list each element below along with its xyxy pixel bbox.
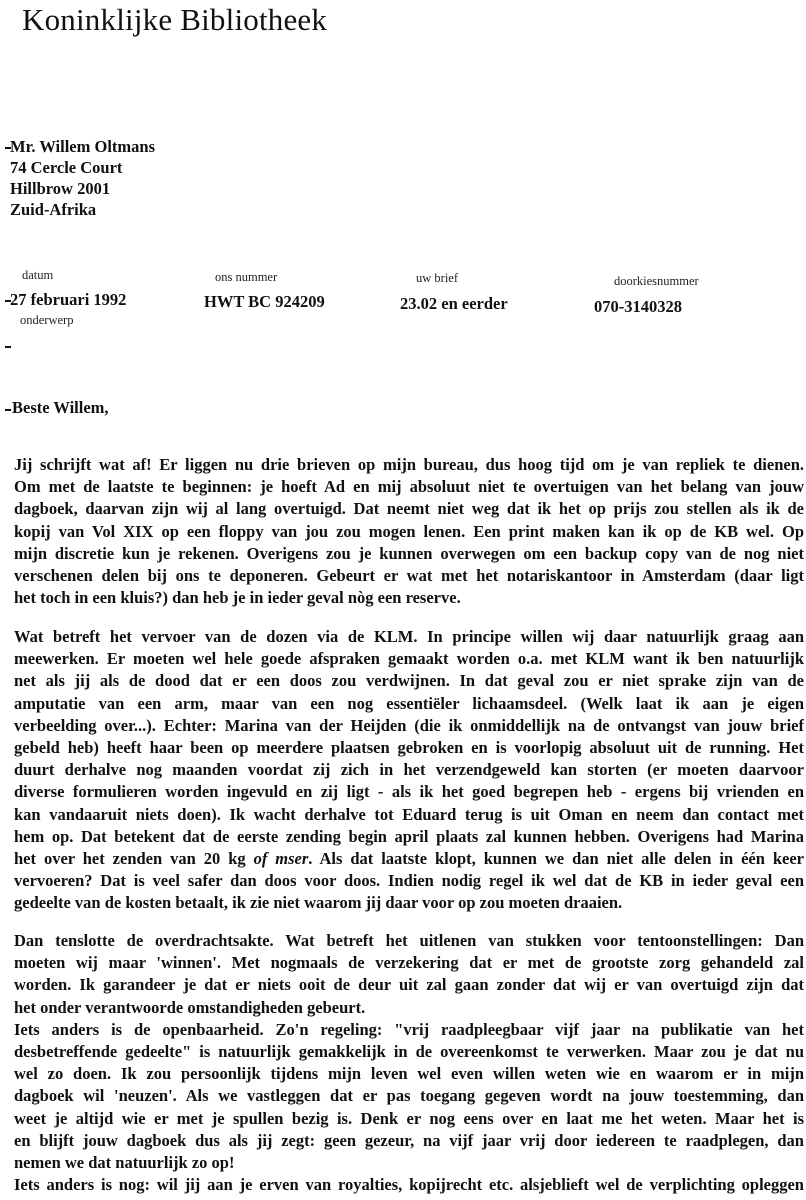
- letterhead: Koninklijke Bibliotheek: [22, 2, 328, 37]
- text-line: kopij van Vol XIX op een floppy van jou zou mogen lenen. Een print maken kan ik op de KB wel. Op: [14, 521, 804, 541]
- margin-mark: [5, 409, 11, 411]
- text-line: Dan tenslotte de overdrachtsakte. Wat betreft het uitlenen van stukken voor tentoonstellingen: Dan: [14, 931, 804, 950]
- text-line: Om met de laatste te beginnen: je hoeft Ad en mij absoluut niet te overtuigen van het belang van jouw: [14, 477, 804, 497]
- text-line: wel zo doen. Ik zou persoonlijk tijdens mijn leven wel even willen weten wie en waarom er in mijn: [14, 1064, 804, 1084]
- text-line: duurt derhalve nog maanden voordat zij zich in het verzendgeweld kan storten (er moeten daarvoor: [14, 760, 804, 780]
- text-line: gedeelte van de kosten betaalt, ik zie niet waarom jij daar voor op zou moeten draaien.: [14, 893, 623, 913]
- paragraph-3: [14, 930, 804, 1196]
- your-letter-value: 23.02 en eerder: [400, 294, 508, 313]
- text-line: desbetreffende gedeelte" is natuurlijk gemakkelijk in de overeenkomst te verwerken. Maar zou je dat nu: [14, 1042, 804, 1062]
- text-line: dagboek, daarvan zijn wij al lang overtuigd. Dat neemt niet weg dat ik het op prijs zou stellen als ik de: [14, 499, 804, 519]
- text-line: weet je altijd wie er met je spullen bezig is. Denk er nog eens over en laat me het weten. Maar het is: [14, 1108, 804, 1128]
- date-label: datum: [22, 268, 54, 282]
- our-number-value: HWT BC 924209: [204, 292, 325, 311]
- text-line: Wat betreft het vervoer van de dozen via de KLM. In principe willen wij daar natuurlijk graag aan: [14, 627, 804, 646]
- text-line: meewerken. Er moeten wel hele goede afspraken gemaakt worden o.a. met KLM want ik ben natuurlijk: [14, 649, 804, 669]
- salutation: Beste Willem,: [12, 398, 109, 417]
- margin-mark: [5, 346, 11, 348]
- your-letter-label: uw brief: [416, 271, 458, 285]
- text-line: verschenen delen bij ons te deponeren. Gebeurt er wat met het notariskantoor in Amsterdam (daar ligt: [14, 566, 804, 586]
- text-line: het over het zenden van 20 kg of mser. Als dat laatste klopt, kunnen we dan niet alle delen in één keer: [14, 849, 804, 869]
- extension-label: doorkiesnummer: [614, 274, 699, 288]
- paragraph-1: [14, 454, 804, 609]
- recipient-name: Mr. Willem Oltmans: [10, 137, 155, 156]
- text-line: mijn discretie kun je rekenen. Overigens zou je kunnen overwegen om een backup copy van de nog niet: [14, 543, 804, 563]
- text-line: amputatie van een arm, maar van een nog essentiëler lichaamsdeel. (Welk laat ik aan je eigen: [14, 693, 804, 713]
- recipient-address: [10, 136, 155, 220]
- text-line: het toch in een kluis?) dan heb je in ieder geval nòg een reserve.: [14, 588, 461, 608]
- text-line: Iets anders is nog: wil jij aan je erven van royalties, kopijrecht etc. alsjeblieft wel de verplichting opleggen: [14, 1175, 804, 1195]
- text-line: diverse formulieren worden ingevuld en zij ligt - als ik het goed begrepen heb - ergens bij vrienden en: [14, 782, 804, 802]
- text-line: hem op. Dat betekent dat de eerste zending begin april plaats zal kunnen hebben. Overigens had Marina: [14, 826, 804, 846]
- text-line: Jij schrijft wat af! Er liggen nu drie brieven op mijn bureau, dus hoog tijd om je van repliek te dienen.: [14, 455, 804, 474]
- text-line: worden. Ik garandeer je dat er niets ooit de deur uit zal gaan zonder dat wij er van overtuigd zijn dat: [14, 975, 804, 995]
- text-line: gebeld heb) heeft haar been op meerdere plaatsen gebroken en is voorlopig absoluut uit de running. Het: [14, 738, 804, 758]
- our-number-label: ons nummer: [215, 270, 278, 284]
- text-line: nemen we dat natuurlijk zo op!: [14, 1153, 235, 1173]
- subject-label: onderwerp: [20, 313, 74, 327]
- recipient-country: Zuid-Afrika: [10, 200, 97, 219]
- recipient-city: Hillbrow 2001: [10, 179, 111, 198]
- text-line: vervoeren? Dat is veel safer dan doos voor doos. Indien nodig regel ik wel dat de KB in ieder geval een: [14, 871, 804, 891]
- text-line: kan vandaaruit niets doen). Ik wacht derhalve tot Eduard terug is uit Oman en neem dan contact met: [14, 804, 804, 824]
- text-line: verbeelding over...). Echter: Marina van der Heijden (die ik onmiddellijk na de ontvangst van jouw brief: [14, 715, 804, 735]
- text-line: en blijft jouw dagboek dus als jij zegt: geen gezeur, na vijf jaar vrij door iedereen te raadplegen, dan: [14, 1130, 804, 1150]
- text-line: moeten wij maar 'winnen'. Met nogmaals de verzekering dat er met de grootste zorg gehandeld zal: [14, 953, 804, 973]
- text-line: net als jij als de dood dat er een doos zou verdwijnen. In dat geval zou er niet sprake zijn van de: [14, 671, 804, 691]
- text-line: Iets anders is de openbaarheid. Zo'n regeling: "vrij raadpleegbaar vijf jaar na publikatie van het: [14, 1019, 804, 1039]
- text-line: het onder verantwoorde omstandigheden gebeurt.: [14, 997, 366, 1017]
- recipient-street: 74 Cercle Court: [10, 158, 123, 177]
- date-value: 27 februari 1992: [10, 290, 127, 309]
- extension-value: 070-3140328: [594, 297, 682, 316]
- text-line: dagboek wil 'neuzen'. Als we vastleggen dat er pas toegang gegeven wordt na jouw toestemming, dan: [14, 1086, 804, 1106]
- paragraph-2: [14, 626, 804, 915]
